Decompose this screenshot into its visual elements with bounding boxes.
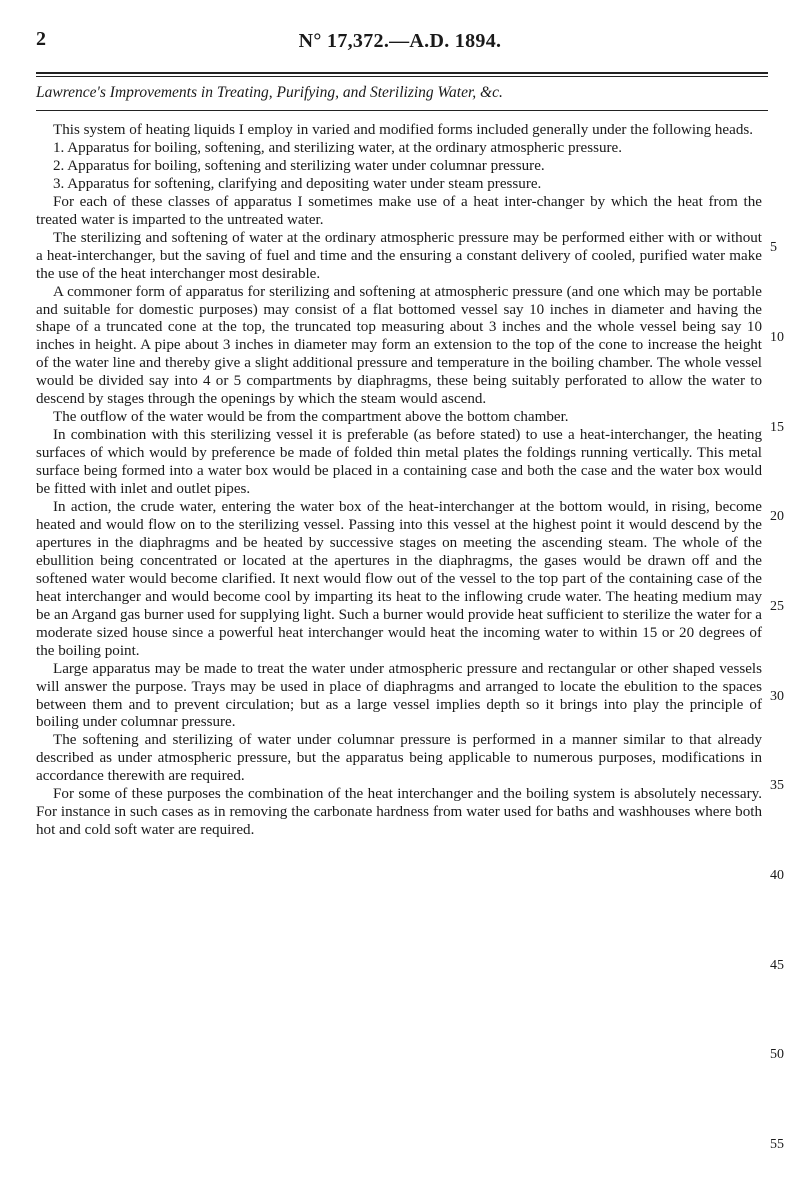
paragraph: Large apparatus may be made to treat the water under atmospheric pressure and rectangular or other shaped vessels will answer the purpose. Trays may be used in place of diaphragms and arranged to locate the ebulition to the spaces between them and to prevent circulation; but as a large vessel implies depth so it brings into play the principle of boiling under columnar pressure. xyxy=(36,660,762,731)
paragraph: In action, the crude water, entering the water box of the heat-interchanger at the bottom would, in rising, become heated and would flow on to the sterilizing vessel. Passing into this vessel at the highest point it would descend by the apertures in the diaphragms and be heated by successive stages on meeting the ascending steam. The whole of the ebullition being concentrated or located at the apertures in the diaphragms, the gases would be drawn off and the softened water would become clarified. It next would flow out of the vessel to the top part of the containing case of the heat interchanger and would become cool by imparting its heat to the inflowing crude water. The heating medium may be an Argand gas burner used for supplying light. Such a burner would provide heat sufficient to sterilize the water for a moderate sized house since a powerful heat interchanger would heat the incoming water to within 15 or 20 degrees of the boiling point. xyxy=(36,499,762,659)
line-number: 25 xyxy=(770,599,784,614)
paragraph: The softening and sterilizing of water under columnar pressure is performed in a manner similar to that already described as under atmospheric pressure, but the apparatus being applicable to numerous purposes, modifications in accordance therewith are required. xyxy=(36,732,762,785)
paragraph: In combination with this sterilizing vessel it is preferable (as before stated) to use a heat-interchanger, the heating surfaces of which would by preference be made of folded thin metal plates the foldings running vertically. This metal surface being formed into a water box would be placed in a containing case and both the case and the water box would be fitted with inlet and outlet pipes. xyxy=(36,427,762,498)
line-number: 5 xyxy=(770,240,777,255)
patent-title: N° 17,372.—A.D. 1894. xyxy=(298,30,502,52)
header-rule-top xyxy=(36,72,768,74)
paragraph: 2. Apparatus for boiling, softening and sterilizing water under columnar pressure. xyxy=(53,157,545,174)
line-number: 40 xyxy=(770,868,784,883)
header-rule-double xyxy=(36,76,768,77)
paragraph: 3. Apparatus for softening, clarifying and depositing water under steam pressure. xyxy=(53,175,542,192)
paragraph: This system of heating liquids I employ in varied and modified forms included generally under the following heads. xyxy=(53,122,754,138)
body-text xyxy=(36,122,762,840)
header-rule-bottom xyxy=(36,110,768,111)
line-number: 20 xyxy=(770,509,784,524)
running-title: Lawrence's Improvements in Treating, Purifying, and Sterilizing Water, &c. xyxy=(36,84,503,101)
paragraph: The outflow of the water would be from the compartment above the bottom chamber. xyxy=(53,409,569,426)
page-number: 2 xyxy=(36,28,46,50)
paragraph: 1. Apparatus for boiling, softening, and sterilizing water, at the ordinary atmospheric pressure. xyxy=(53,139,623,156)
paragraph: A commoner form of apparatus for sterilizing and softening at atmospheric pressure (and one which may be portable and suitable for domestic purposes) may consist of a flat bottomed vessel say 10 inches in diameter and having the shape of a truncated cone at the top, the truncated top measuring about 3 inches and the whole vessel being say 10 inches in height. A pipe about 3 inches in diameter may form an extension to the top of the cone to increase the height of the water line and thereby give a slight additional pressure and temperature in the boiling chamber. The whole vessel would be divided say into 4 or 5 compartments by diaphragms, these being suitably perforated to allow the water to descend by stages through the openings by which the steam would ascend. xyxy=(36,283,762,408)
line-number: 35 xyxy=(770,778,784,793)
line-number: 55 xyxy=(770,1137,784,1152)
paragraph: The sterilizing and softening of water at the ordinary atmospheric pressure may be performed either with or without a heat-interchanger, but the saving of fuel and time and the ensuring a constant delivery of cooled, purified water make the use of the heat interchanger most desirable. xyxy=(36,229,762,282)
line-number: 10 xyxy=(770,330,784,345)
line-number: 50 xyxy=(770,1047,784,1062)
line-number: 45 xyxy=(770,958,784,973)
line-number: 15 xyxy=(770,420,784,435)
line-number: 30 xyxy=(770,689,784,704)
paragraph: For some of these purposes the combination of the heat interchanger and the boiling system is absolutely necessary. For instance in such cases as in removing the carbonate hardness from water used for baths and washhouses where both hot and cold soft water are required. xyxy=(36,786,762,839)
paragraph: For each of these classes of apparatus I sometimes make use of a heat inter-changer by which the heat from the treated water is imparted to the untreated water. xyxy=(36,193,762,228)
